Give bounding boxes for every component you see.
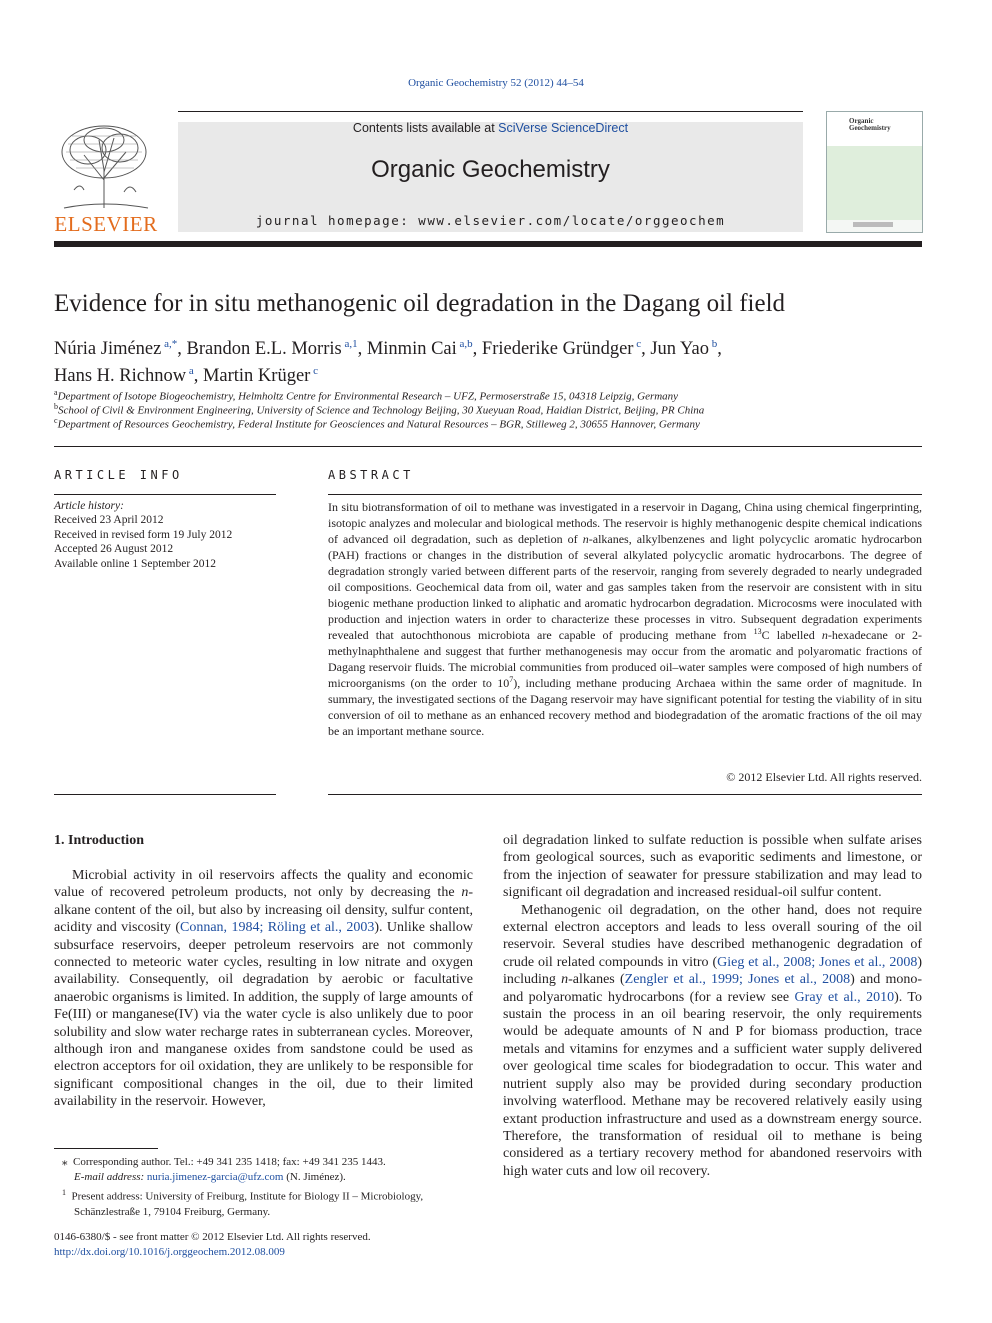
author-name: Minmin Cai <box>366 339 457 360</box>
text-run: ) and mono- and polyaromatic hydrocarbons (for a review see <box>503 972 922 1005</box>
header-thick-rule <box>54 241 922 247</box>
affiliation-b: $^b$School of Civil & Environment Engineering, University of Science and Technology Beijing, 30 Xueyuan Road, Haidian District, Beijing, PR China <box>54 402 705 417</box>
affiliation-rule <box>54 446 922 447</box>
contents-prefix: Contents lists available at <box>352 121 499 135</box>
journal-homepage[interactable]: journal homepage: www.elsevier.com/locate/orggeochem <box>255 213 726 228</box>
author-separator: , <box>193 366 203 387</box>
text-run: ). Unlike shallow subsurface reservoirs, deeper petroleum reservoirs are not commonly connected to meteoric water cycles, resulting in low nitrate and oxygen availability. Consequently, oil degradation by aerobic or facultative anaerobic organisms is limited. In addition, the supply of large amounts of Fe(III) or manganese(IV) via the water cycle is also unlikely due to poor solubility and slow water recharge rates in subterranean cycles. Moreover, although iron and manganese oxides from sandstone could be used as electron acceptors for oil oxidation, they are unlikely to be responsible for significant compositional changes in the oil, due to their limited availability in the reservoir. However, <box>54 920 473 1110</box>
text-run: -alkanes ( <box>568 972 625 988</box>
article-title: Evidence for in situ methanogenic oil degradation in the Dagang oil field <box>54 290 786 317</box>
citation-link[interactable]: Connan, 1984; Röling et al., 2003 <box>180 920 375 936</box>
email-note: E-mail address: nuria.jimenez-garcia@ufz.com (N. Jiménez). <box>74 1171 346 1183</box>
author-separator: , <box>472 339 482 360</box>
present-address-note: $^1$ Present address: University of Freiburg, Institute for Biology II – Microbiology, Schänzlestraße 1, 79104 Freiburg, Germany. <box>62 1188 424 1218</box>
email-link[interactable]: nuria.jimenez-garcia@ufz.com <box>146 1171 284 1183</box>
author-name: Friederike Gründger <box>481 339 634 360</box>
author-name: Hans H. Richnow <box>54 366 187 387</box>
elsevier-logo <box>54 120 158 235</box>
author-affiliation-marker[interactable]: a,* <box>161 338 178 350</box>
citation-link[interactable]: Gieg et al., 2008; Jones et al., 2008 <box>717 954 918 970</box>
author-line-1 <box>54 333 924 360</box>
text-run: Microbial activity in oil reservoirs affects the quality and economic value of recovered petroleum products, not only by decreasing the <box>54 868 473 901</box>
elsevier-wordmark: ELSEVIER <box>54 212 158 236</box>
author-list <box>54 333 924 387</box>
revised-date: Received in revised form 19 July 2012 <box>54 528 233 541</box>
text-run: oil degradation linked to sulfate reduction is possible when sulfate arises from geological sources, such as evaporitic sediments and limestone, or from the injection of seawater for pressure stabilization and may lead to significant oil degradation and increased residual-oil sulfur content. <box>503 833 922 901</box>
cover-title: Organic Geochemistry <box>849 117 891 132</box>
footnote-rule <box>54 1148 158 1149</box>
intro-right-column <box>503 832 922 1180</box>
article-info-bottom-rule <box>54 794 276 795</box>
author-affiliation-marker[interactable]: a,1 <box>341 338 358 350</box>
intro-paragraph-1 <box>54 867 473 1111</box>
intro-paragraph-2 <box>503 902 922 1181</box>
issn-line: 0146-6380/$ - see front matter © 2012 Elsevier Ltd. All rights reserved. <box>54 1231 371 1243</box>
citation-link[interactable]: Gray et al., 2010 <box>794 989 895 1005</box>
author-separator: , <box>177 339 187 360</box>
section-heading-introduction: 1. Introduction <box>54 833 144 848</box>
author-affiliation-marker[interactable]: b <box>708 338 718 350</box>
author-affiliation-marker[interactable]: a,b <box>456 338 473 350</box>
affiliation-c: $^c$Department of Resources Geochemistry, Federal Institute for Geosciences and Natural Resources – BGR, Stilleweg 2, 30655 Hannover, Germany <box>54 416 700 431</box>
text-run: n <box>561 972 569 988</box>
author-line-2 <box>54 360 924 387</box>
abstract-text: In situ biotransformation of oil to methane was investigated in a reservoir in Dagang, China using chemical fingerprinting, isotopic analyzes and molecular and biological methods. The reservoir is highly methanogenic despite chemical indications of advanced oil degradation, such as depletion of n-alkanes, alkylbenzenes and light polycyclic aromatic hydrocarbon (PAH) fractions or changes in the distribution of several alkylated polycyclic aromatic hydrocarbons. The degree of degradation strongly varied between different parts of the reservoir, ranging from severely degraded to nearly undegraded oil compositions. Geochemical data from oil, water and gas samples taken from the reservoir are consistent with in situ biogenic methane production linked to aliphatic and aromatic hydrocarbon degradation. Microcosms were inoculated with production and injection waters in order to characterize these processes in vitro. Subsequent degradation experiments revealed that autochthonous microbiota are capable of producing methane from $^{13}$C labelled n-hexadecane or 2-methylnaphthalene and suggest that further methanogenesis may occur from the aromatic and polyaromatic fractions of Dagang reservoir fluids. The microbial communities from produced oil–water samples were composed of high numbers of microorganisms (on the order to $10^7$), including methane producing Archaea within the same order of magnitude. In summary, the investigated sections of the Dagang reservoir may have significant potential for testing the viability of in situ conversion of oil to methane as an enhanced recovery method and biodegradation of the aromatic fractions of the oil may be an important methane source. <box>328 500 923 738</box>
author-name: Brandon E.L. Morris <box>186 339 342 360</box>
journal-cover-thumbnail[interactable] <box>826 111 923 233</box>
cover-logo-mark <box>853 222 893 227</box>
intro-paragraph-1-continued <box>503 832 922 902</box>
author-affiliation-marker[interactable]: a <box>186 365 194 378</box>
text-run: -alkane content of the oil, but also by increasing oil density, sulfur content, acidity and viscosity ( <box>54 885 473 936</box>
citation-link[interactable]: Zengler et al., 1999; Jones et al., 2008 <box>624 972 851 988</box>
sciencedirect-link[interactable]: SciVerse ScienceDirect <box>498 121 629 135</box>
affiliation-a: $^a$Department of Isotope Biogeochemistry, Helmholtz Centre for Environmental Research – UFZ, Permoserstraße 15, 04318 Leipzig, Germany <box>54 388 679 403</box>
abstract-heading: ABSTRACT <box>328 468 414 482</box>
journal-reference[interactable]: Organic Geochemistry 52 (2012) 44–54 <box>408 77 584 89</box>
text-run: Methanogenic oil degradation, on the other hand, does not require external electron acceptors and leads to less overall souring of the oil reservoir. Several studies have described methanogenic degradation of crude oil related compounds in vitro ( <box>503 902 922 970</box>
author-name: Jun Yao <box>650 339 709 360</box>
header-rule <box>178 111 803 112</box>
doi-link[interactable]: http://dx.doi.org/10.1016/j.orggeochem.2012.08.009 <box>54 1245 285 1258</box>
online-date: Available online 1 September 2012 <box>54 557 217 570</box>
text-run: ) including <box>503 954 922 988</box>
intro-left-column <box>54 867 473 1111</box>
author-separator: , <box>717 339 722 360</box>
author-separator: , <box>357 339 367 360</box>
text-run: ). To sustain the process in an oil bearing reservoir, the only requirements would be adequate amounts of N and P for biomass production, trace metals and vitamins for enzymes and a sufficient water supply delivered over geological time scales for biodegradation to occur. This water and nutrient supply also may be provided during secondary production involving waterflood. Methane may be recovered relatively easily using extant production infrastructure and used as a downstream energy source. Therefore, the transformation of residual oil to methane is being considered as a tertiary recovery method for abandoned reservoirs with high water cuts and low oil recovery. <box>503 989 923 1179</box>
corresponding-author-note: ⁎ Corresponding author. Tel.: +49 341 235 1418; fax: +49 341 235 1443. <box>62 1156 386 1168</box>
history-label: Article history: <box>54 500 124 512</box>
cover-green-area <box>827 146 922 220</box>
article-history <box>54 499 276 571</box>
article-info-rule <box>54 494 276 495</box>
author-separator: , <box>641 339 651 360</box>
journal-title: Organic Geochemistry <box>371 156 610 183</box>
footnotes <box>54 1155 473 1220</box>
abstract-copyright: © 2012 Elsevier Ltd. All rights reserved. <box>726 770 922 784</box>
article-info-heading: ARTICLE INFO <box>54 468 183 482</box>
author-affiliation-marker[interactable]: c <box>633 338 642 350</box>
page-footer <box>54 1230 371 1259</box>
abstract-rule <box>328 494 922 495</box>
author-name: Martin Krüger <box>202 366 311 387</box>
abstract-bottom-rule <box>328 794 922 795</box>
text-run: n <box>461 885 469 901</box>
accepted-date: Accepted 26 August 2012 <box>54 543 174 556</box>
contents-line <box>178 121 803 135</box>
author-name: Núria Jiménez <box>54 339 162 360</box>
received-date: Received 23 April 2012 <box>54 514 164 527</box>
author-affiliation-marker[interactable]: c <box>310 365 318 378</box>
